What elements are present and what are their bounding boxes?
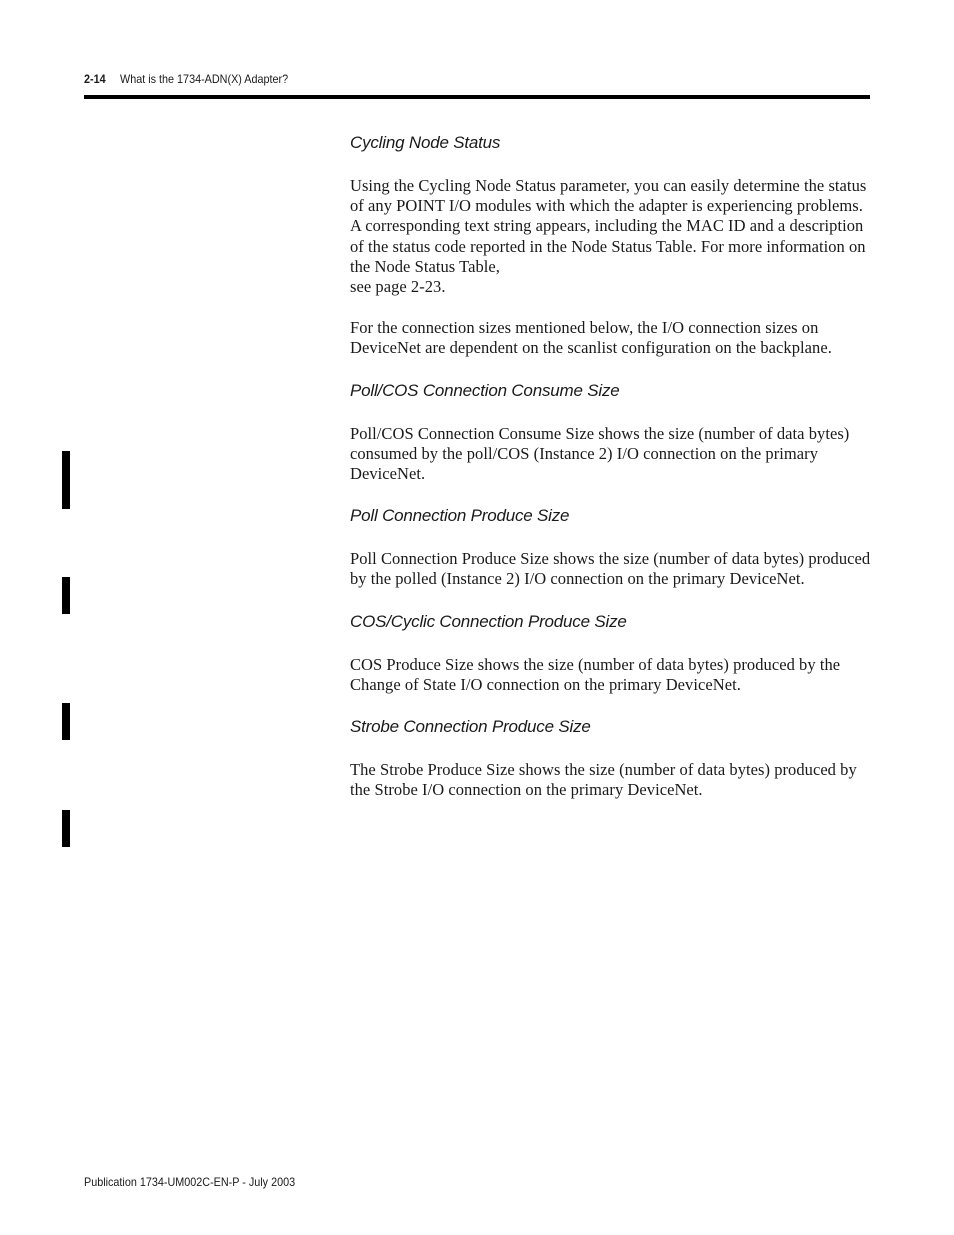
section-strobe-produce-size [350,716,874,800]
main-content [350,132,874,821]
section-cos-cyclic-produce-size [350,611,874,695]
header-rule [84,95,870,99]
paragraph: COS Produce Size shows the size (number of data bytes) produced by the Change of State I/O connection on the primary DeviceNet. [350,654,841,694]
section-heading: Poll/COS Connection Consume Size [350,380,620,400]
paragraph-text: Using the Cycling Node Status parameter, you can easily determine the status of any POINT I/O modules with which the adapter is experiencing problems. A corresponding text string appears, including the MAC ID and a description of the status code reported in the Node Status Table. For more information on the Node Status Table, [350,176,867,276]
paragraph: Poll/COS Connection Consume Size shows the size (number of data bytes) consumed by the poll/COS (Instance 2) I/O connection on the primary DeviceNet. [350,423,850,484]
change-bar [62,451,70,509]
section-heading: Poll Connection Produce Size [350,506,570,526]
section-heading: Cycling Node Status [350,133,501,152]
section-cycling-node-status [350,132,874,359]
paragraph: For the connection sizes mentioned below, the I/O connection sizes on DeviceNet are dependent on the scanlist configuration on the backplane. [350,318,832,358]
paragraph: The Strobe Produce Size shows the size (number of data bytes) produced by the Strobe I/O connection on the primary DeviceNet. [350,760,857,800]
section-poll-cos-consume-size [350,380,874,485]
change-bar [62,577,70,614]
page-reference: see page 2-23. [350,277,446,297]
change-bar [62,810,70,847]
section-heading: COS/Cyclic Connection Produce Size [350,611,627,631]
running-header-title: What is the 1734-ADN(X) Adapter? [120,72,289,86]
publication-footer: Publication 1734-UM002C-EN-P - July 2003 [84,1175,296,1189]
paragraph [350,176,874,297]
section-poll-produce-size [350,505,874,589]
change-bar [62,703,70,740]
paragraph: Poll Connection Produce Size shows the size (number of data bytes) produced by the polled (Instance 2) I/O connection on the primary DeviceNet. [350,549,871,589]
page-number: 2-14 [84,72,106,86]
running-header [84,72,791,86]
section-heading: Strobe Connection Produce Size [350,717,591,737]
